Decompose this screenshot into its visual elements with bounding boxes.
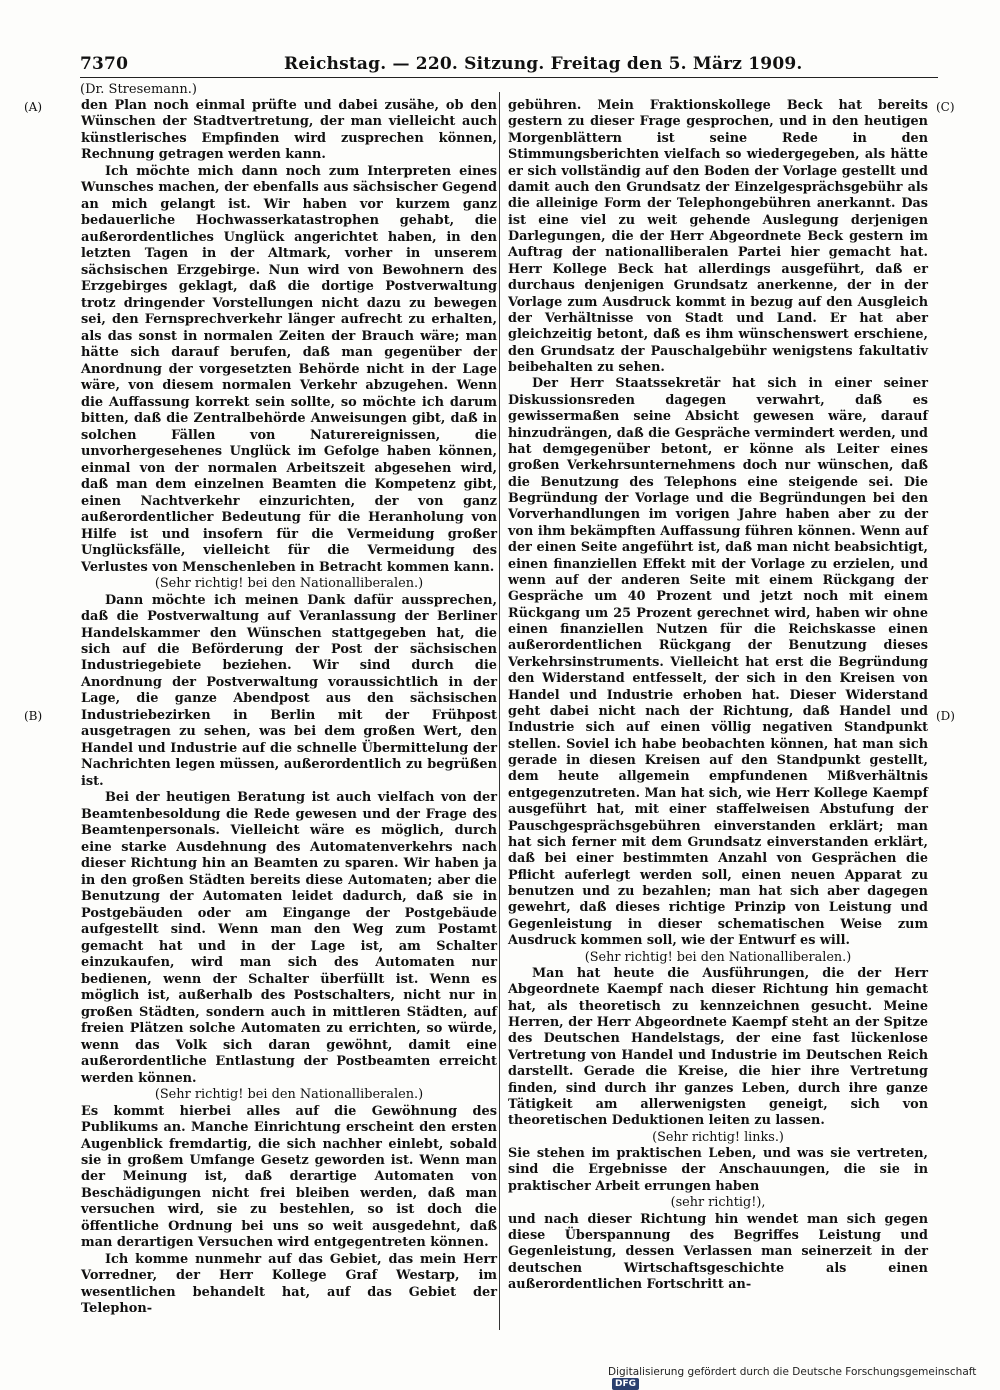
paragraph: Sie stehen im praktischen Leben, und was sie vertreten, sind die Ergebnisse der Anschauungen, die sie in praktischer Arbeit errungen haben	[508, 1146, 928, 1194]
speaker-name: (Dr. Stresemann.)	[80, 82, 197, 97]
paragraph: Bei der heutigen Beratung ist auch vielfach von der Beamtenbesoldung die Rede gewesen und der Frage des Beamtenpersonals. Vielleicht wäre es möglich, durch eine starke Ausdehnung des Automatenverkehrs nach dieser Richtung hin an Beamten zu sparen. Wir haben ja in den großen Städten bereits diese Automaten; aber die Benutzung der Automaten leidet dadurch, daß sie in Postgebäuden oder am Eingange der Postgebäude aufgestellt sind. Wenn man den Weg zum Postamt gemacht hat und in der Lage ist, am Schalter einzukaufen, wird man sich des Automaten nur bedienen, wenn der Schalter überfüllt ist. Wenn es möglich ist, außerhalb des Postschalters, nicht nur in großen Städten, sondern auch in mittleren Städten, auf freien Plätzen solche Automaten zu errichten, so würde, wenn das Volk sich daran gewöhnt, damit eine außerordentliche Entlastung der Postbeamten erreicht werden können.	[81, 790, 497, 1086]
interjection: (Sehr richtig! bei den Nationalliberalen.)	[584, 949, 852, 965]
footer	[608, 1366, 1000, 1390]
paragraph: gebühren. Mein Fraktionskollege Beck hat bereits gestern zu dieser Frage gesprochen, und in den heutigen Morgenblättern ist seine Rede in den Stimmungsberichten vielfach so wiedergegeben, als hätte er sich vollständig auf den Boden der Vorlage gestellt und damit auch den Grundsatz der Einzelgesprächsgebühr als die alleinige Form der Telephongebühren anerkannt. Das ist eine viel zu weit gehende Auslegung derjenigen Darlegungen, die der Herr Abgeordnete Beck gestern im Auftrag der nationalliberalen Partei hier gemacht hat. Herr Kollege Beck hat allerdings ausgeführt, daß er durchaus denjenigen Grundsatz anerkenne, der in der Vorlage zum Ausdruck kommt in bezug auf den Ausgleich der Verhältnisse von Stadt und Land. Er hat aber gleichzeitig betont, daß es ihm wünschenswert erschiene, den Grundsatz der Pauschalgebühr wenigstens fakultativ beibehalten zu sehen.	[508, 98, 928, 375]
header-rule	[80, 77, 938, 78]
margin-mark-c: (C)	[936, 100, 955, 114]
margin-mark-a: (A)	[24, 100, 43, 114]
interjection: (Sehr richtig! links.)	[652, 1129, 784, 1145]
paragraph: Man hat heute die Ausführungen, die der Herr Abgeordnete Kaempf nach dieser Richtung hin gemacht hat, als theoretisch zu kennzeichnen gesucht. Meine Herren, der Herr Abgeordnete Kaempf steht an der Spitze des Deutschen Handelstags, der eine fast lückenlose Vertretung von Handel und Industrie im Deutschen Reich darstellt. Gerade die Kreise, die hier ihre Vertretung finden, sind durch ihr ganzes Leben, durch ihre ganze Tätigkeit am allerwenigsten geneigt, sich von theoretischen Deduktionen leiten zu lassen.	[508, 965, 928, 1129]
page-title: Reichstag. — 220. Sitzung. Freitag den 5. März 1909.	[284, 54, 803, 74]
paragraph: Ich komme nunmehr auf das Gebiet, das mein Herr Vorredner, der Herr Kollege Graf Westarp, im wesentlichen behandelt hat, auf das Gebiet der Telephon-	[81, 1251, 497, 1317]
paragraph: den Plan noch einmal prüfte und dabei zusähe, ob den Wünschen der Stadtvertretung, der man vielleicht auch künstlerisches Empfinden wird zusprechen können, Rechnung getragen werden kann.	[81, 98, 497, 163]
column-divider	[499, 92, 500, 1330]
interjection: (Sehr richtig! bei den Nationalliberalen.)	[154, 576, 424, 592]
dfg-logo: DFG	[612, 1378, 639, 1390]
right-column	[508, 98, 928, 1293]
page-header	[80, 54, 1000, 78]
interjection: (Sehr richtig! bei den Nationalliberalen.)	[154, 1087, 424, 1103]
page-number: 7370	[80, 54, 129, 74]
paragraph: Ich möchte mich dann noch zum Interpreten eines Wunsches machen, der ebenfalls aus sächsischer Gegend an mich gelangt ist. Wir haben vor kurzem ganz bedauerliche Hochwasserkatastrophen gehabt, die außerordentliches Unglück angerichtet haben, in den letzten Tagen in der Altmark, vorher in unserem sächsischen Erzgebirge. Nun wird von Bewohnern des Erzgebirges geklagt, daß die dortige Postverwaltung trotz dringender Vorstellungen nicht dazu zu bewegen sei, den Fernsprechverkehr länger aufrecht zu erhalten, als das sonst in normalen Zeiten der Brauch wäre; man hätte sich darauf berufen, daß man gegenüber der Anordnung der vorgesetzten Behörde nicht in der Lage wäre, von diesem normalen Verkehr abzugehen. Wenn die Auffassung korrekt sein sollte, so möchte ich darum bitten, daß die Zentralbehörde Anweisungen gibt, daß in solchen Fällen von Naturereignissen, die unvorhergesehenes Unglück im Gefolge haben können, einmal von der normalen Arbeitszeit abgesehen wird, daß man dem einzelnen Beamten die Kompetenz gibt, einen Nachtverkehr einzurichten, der von ganz außerordentlicher Bedeutung für die Heranholung von Hilfe ist und insofern für die Vermeidung großer Unglücksfälle, vielleicht für die Vermeidung des Verlustes von Menschenleben in Betracht kommen kann.	[81, 163, 497, 575]
paragraph: Der Herr Staatssekretär hat sich in einer seiner Diskussionsreden dagegen verwahrt, daß es gewissermaßen seine Absicht gewesen wäre, darauf hinzudrängen, daß die Gespräche vermindert werden, und hat demgegenüber betont, er könne als Leiter eines großen Verkehrsunternehmens doch nur wünschen, daß die Benutzung des Telephons eine steigende sei. Die Begründung der Vorlage und die Begründungen bei den Vorverhandlungen im vorigen Jahre haben aber zu der von ihm bekämpften Auffassung führen können. Wenn auf der einen Seite angeführt ist, daß man nicht beabsichtigt, einen finanziellen Effekt mit der Vorlage zu erzielen, und wenn auf der anderen Seite mit einem Rückgang der Gespräche um 40 Prozent und jetzt noch mit einem Rückgang um 25 Prozent gerechnet wird, haben wir ohne einen finanziellen Nutzen für die Reichskasse einen außerordentlichen Rückgang der Benutzung dieses Verkehrsinstruments. Vielleicht hat erst die Begründung den Widerstand entfesselt, der sich in den Kreisen von Handel und Industrie erhoben hat. Dieser Widerstand geht dabei nicht nach der Richtung, daß Handel und Industrie sich auf einen völlig negativen Standpunkt stellen. Soviel ich habe beobachten können, hat man sich gerade in diesen Kreisen auf den Standpunkt gestellt, dem heute allgemein empfundenen Mißverhältnis entgegenzutreten. Man hat sich, wie Herr Kollege Kaempf ausgeführt hat, mit einer staffelweisen Abstufung der Pauschgesprächsgebühren einverstanden erklärt; man hat sich ferner mit dem Grundsatz einverstanden erklärt, daß bei einer bestimmten Anzahl von Gesprächen die Pflicht auferlegt werden soll, einen neuen Apparat zu benutzen und zu bezahlen; man hat sich aber dagegen gewehrt, daß dieses richtige Prinzip von Leistung und Gegenleistung in dieser schematischen Weise zum Ausdruck kommen soll, wie der Entwurf es will.	[508, 376, 928, 949]
paragraph: Es kommt hierbei alles auf die Gewöhnung des Publikums an. Manche Einrichtung erscheint den ersten Augenblick fremdartig, die sich nachher einlebt, sobald sie in großem Umfange Gesetz geworden ist. Wenn man der Meinung ist, daß derartige Automaten von Beschädigungen nicht frei bleiben werden, daß man versuchen wird, sie zu bestehlen, so ist doch die öffentliche Ordnung bei uns so weit ausgedehnt, daß man derartigen Versuchen wird entgegentreten können.	[81, 1103, 497, 1251]
left-column	[81, 98, 497, 1318]
margin-mark-d: (D)	[936, 709, 955, 723]
paragraph: Dann möchte ich meinen Dank dafür aussprechen, daß die Postverwaltung auf Veranlassung der Berliner Handelskammer den Wünschen stattgegeben hat, die sich auf die Beförderung der Post der sächsischen Industriegebiete beziehen. Wir sind durch die Anordnung der Postverwaltung voraussichtlich in der Lage, die ganze Abendpost aus den sächsischen Industriebezirken in Berlin mit der Frühpost ausgetragen zu sehen, was bei dem großen Wert, den Handel und Industrie auf die schnelle Übermittelung der Nachrichten legen müssen, außerordentlich zu begrüßen ist.	[81, 592, 497, 789]
margin-mark-b: (B)	[24, 709, 43, 723]
interjection: (sehr richtig!),	[670, 1195, 766, 1211]
paragraph: und nach dieser Richtung hin wendet man sich gegen diese Überspannung des Begriffes Leistung und Gegenleistung, dessen Verlassen man seinerzeit in der deutschen Wirtschaftsgeschichte als einen außerordentlichen Fortschritt an-	[508, 1211, 928, 1292]
footer-text: Digitalisierung gefördert durch die Deutsche Forschungsgemeinschaft	[608, 1366, 977, 1378]
